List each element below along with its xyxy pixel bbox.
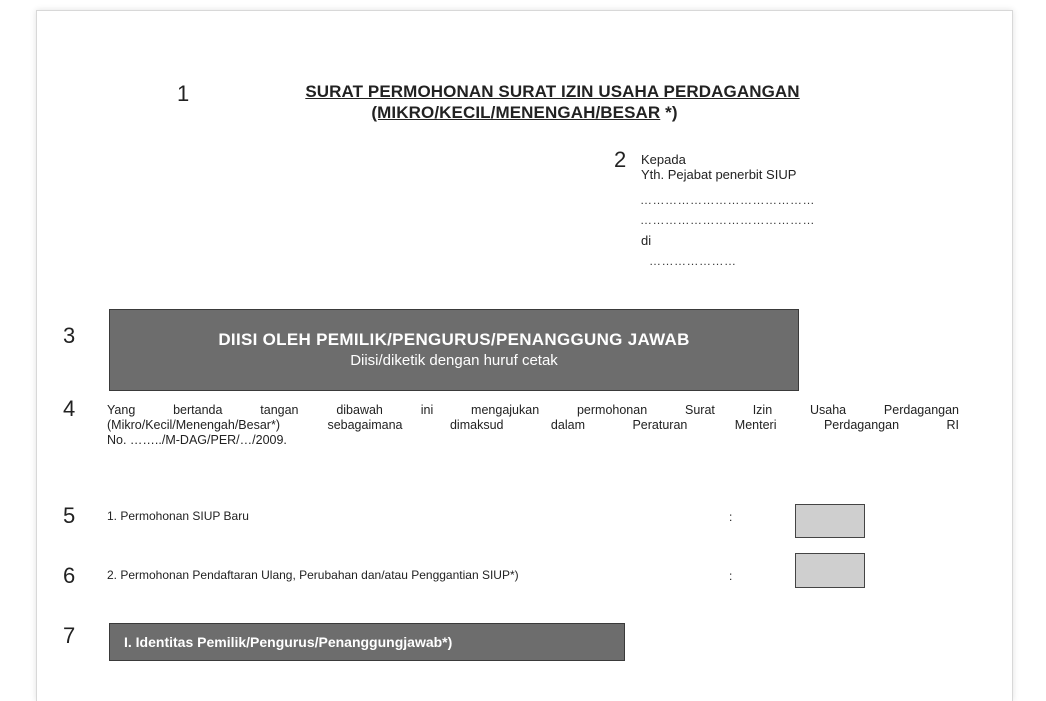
- band-subtitle: Diisi/diketik dengan huruf cetak: [350, 352, 558, 369]
- addressee-dots-2: ……………………………………: [640, 213, 815, 227]
- option-new-siup-label: 1. Permohonan SIUP Baru: [107, 509, 249, 523]
- marker-2: 2: [614, 147, 627, 172]
- owner-fill-band: [109, 309, 799, 391]
- form-title-line2: [37, 103, 1012, 123]
- statement-line3: No. ……../M-DAG/PER/…/2009.: [107, 433, 287, 447]
- marker-5: 5: [63, 503, 76, 528]
- marker-6: 6: [63, 563, 76, 588]
- form-page: [36, 10, 1013, 701]
- band-title: DIISI OLEH PEMILIK/PENGURUS/PENANGGUNG JAWAB: [218, 330, 690, 349]
- addressee-dots-3: …………………: [649, 254, 737, 268]
- addressee-di: di: [641, 233, 652, 248]
- marker-1: 1: [177, 81, 190, 106]
- marker-3: 3: [63, 323, 76, 348]
- statement-line2: (Mikro/Kecil/Menengah/Besar*) sebagaimana dimaksud dalam Peraturan Menteri Perdagangan RI: [107, 418, 959, 432]
- marker-7: 7: [63, 623, 76, 648]
- option-new-siup-checkbox[interactable]: [795, 504, 865, 538]
- title-line1-text: SURAT PERMOHONAN SURAT IZIN USAHA PERDAGANGAN: [305, 82, 800, 101]
- option-renewal-label: 2. Permohonan Pendaftaran Ulang, Perubahan dan/atau Penggantian SIUP*): [107, 568, 519, 582]
- option-renewal-checkbox[interactable]: [795, 553, 865, 588]
- title-line2-suffix: *): [660, 103, 678, 122]
- addressee-line2: Yth. Pejabat penerbit SIUP: [641, 167, 797, 182]
- addressee-dots-1: ……………………………………: [640, 193, 815, 207]
- addressee-line1: Kepada: [641, 152, 686, 167]
- title-line2-underlined: (MIKRO/KECIL/MENENGAH/BESAR: [371, 103, 661, 122]
- statement-line1: Yang bertanda tangan dibawah ini mengajukan permohonan Surat Izin Usaha Perdagangan: [107, 403, 959, 417]
- option-renewal-colon: :: [729, 569, 733, 583]
- section-identity-header: I. Identitas Pemilik/Pengurus/Penanggungjawab*): [109, 623, 625, 661]
- form-title-line1: [65, 82, 1040, 102]
- marker-4: 4: [63, 396, 76, 421]
- option-new-siup-colon: :: [729, 510, 733, 524]
